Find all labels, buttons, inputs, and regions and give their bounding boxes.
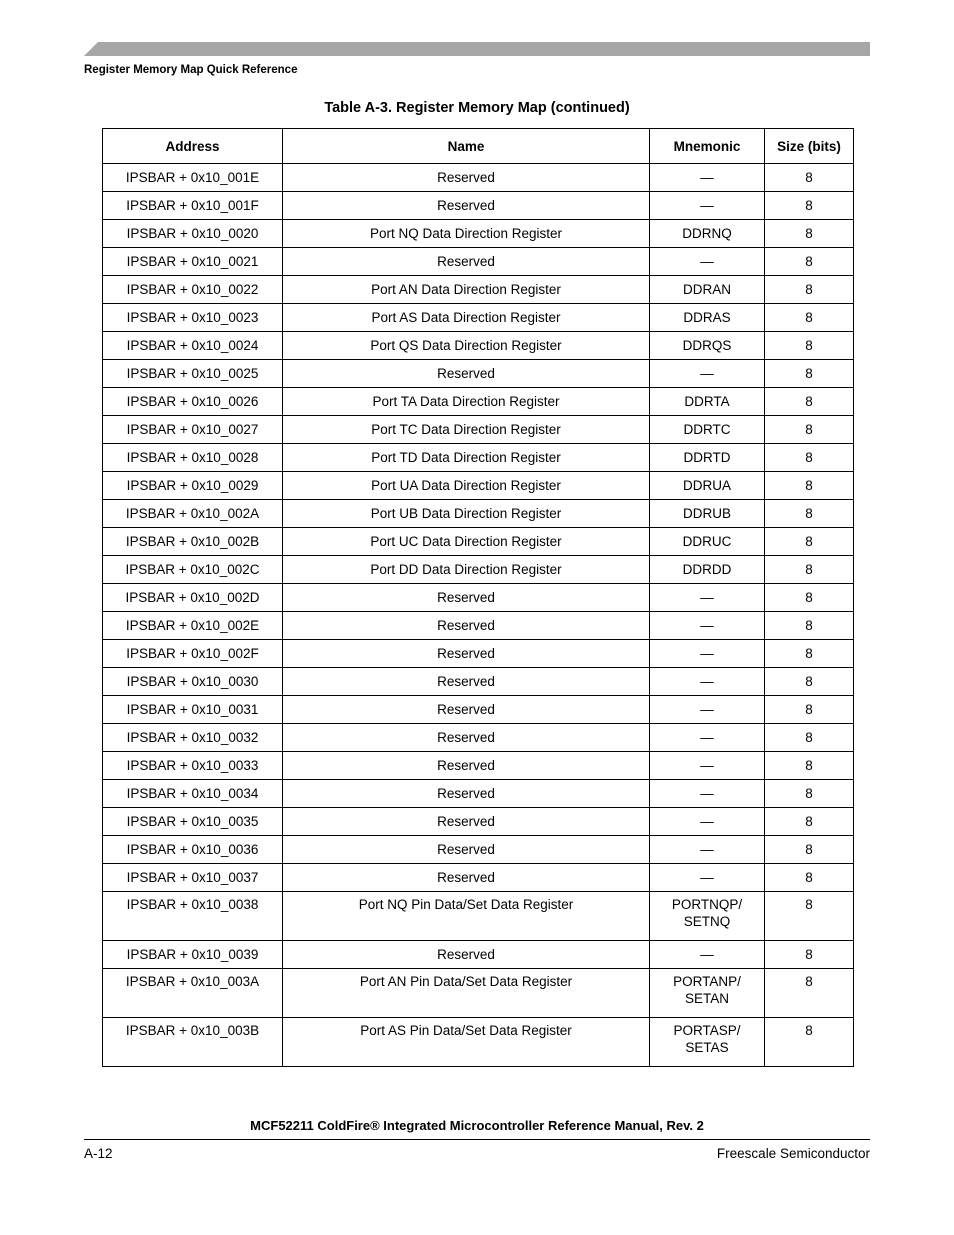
mnemonic-line: —	[700, 674, 714, 689]
mnemonic-line: —	[700, 786, 714, 801]
mnemonic-line: DDRQS	[682, 338, 732, 353]
table-row	[103, 864, 854, 892]
cell-size: 8	[765, 556, 854, 584]
table-title: Table A-3. Register Memory Map (continued)	[324, 100, 630, 116]
cell-name: Port TC Data Direction Register	[283, 416, 650, 444]
cell-mnemonic	[650, 668, 765, 696]
cell-name: Reserved	[283, 612, 650, 640]
table-row	[103, 472, 854, 500]
table-header-row	[103, 129, 854, 164]
cell-mnemonic	[650, 304, 765, 332]
mnemonic-line: —	[700, 646, 714, 661]
cell-size: 8	[765, 416, 854, 444]
cell-size: 8	[765, 360, 854, 388]
cell-mnemonic	[650, 640, 765, 668]
mnemonic-line: DDRTA	[684, 394, 730, 409]
cell-mnemonic	[650, 444, 765, 472]
cell-mnemonic	[650, 696, 765, 724]
mnemonic-line: —	[700, 870, 714, 885]
mnemonic-line: —	[700, 758, 714, 773]
cell-mnemonic	[650, 164, 765, 192]
cell-address: IPSBAR + 0x10_002C	[103, 556, 283, 584]
register-memory-map-table	[102, 128, 854, 1067]
cell-mnemonic	[650, 472, 765, 500]
mnemonic-line: SETAS	[685, 1040, 729, 1055]
cell-mnemonic	[650, 276, 765, 304]
cell-name: Port QS Data Direction Register	[283, 332, 650, 360]
table-row	[103, 248, 854, 276]
cell-name: Reserved	[283, 640, 650, 668]
table-row	[103, 220, 854, 248]
manual-title: MCF52211 ColdFire® Integrated Microcontroller Reference Manual, Rev. 2	[250, 1118, 704, 1133]
table-row	[103, 192, 854, 220]
cell-name: Reserved	[283, 941, 650, 969]
cell-address: IPSBAR + 0x10_003B	[103, 1018, 283, 1067]
table-row	[103, 668, 854, 696]
table-row	[103, 444, 854, 472]
table-row	[103, 416, 854, 444]
table-row	[103, 528, 854, 556]
cell-address: IPSBAR + 0x10_001E	[103, 164, 283, 192]
cell-mnemonic	[650, 864, 765, 892]
table-body	[103, 164, 854, 1067]
cell-mnemonic	[650, 1018, 765, 1067]
cell-address: IPSBAR + 0x10_0026	[103, 388, 283, 416]
table-row	[103, 304, 854, 332]
section-title: Register Memory Map Quick Reference	[84, 64, 298, 76]
column-header-address: Address	[103, 129, 283, 164]
cell-address: IPSBAR + 0x10_0031	[103, 696, 283, 724]
cell-size: 8	[765, 1018, 854, 1067]
cell-address: IPSBAR + 0x10_0021	[103, 248, 283, 276]
mnemonic-line: —	[700, 366, 714, 381]
cell-mnemonic	[650, 969, 765, 1018]
cell-name: Port UA Data Direction Register	[283, 472, 650, 500]
cell-mnemonic	[650, 752, 765, 780]
table-row	[103, 556, 854, 584]
cell-size: 8	[765, 472, 854, 500]
cell-name: Port AN Data Direction Register	[283, 276, 650, 304]
table-row	[103, 276, 854, 304]
mnemonic-line: —	[700, 702, 714, 717]
mnemonic-line: —	[700, 618, 714, 633]
cell-name: Port TD Data Direction Register	[283, 444, 650, 472]
footer-rule	[84, 1139, 870, 1140]
cell-name: Reserved	[283, 360, 650, 388]
cell-size: 8	[765, 192, 854, 220]
cell-name: Port AS Data Direction Register	[283, 304, 650, 332]
cell-name: Reserved	[283, 780, 650, 808]
cell-name: Reserved	[283, 164, 650, 192]
cell-name: Reserved	[283, 724, 650, 752]
cell-mnemonic	[650, 892, 765, 941]
cell-address: IPSBAR + 0x10_0035	[103, 808, 283, 836]
cell-address: IPSBAR + 0x10_0039	[103, 941, 283, 969]
table-row	[103, 612, 854, 640]
table-row	[103, 164, 854, 192]
mnemonic-line: DDRUC	[682, 534, 732, 549]
cell-size: 8	[765, 164, 854, 192]
mnemonic-line: —	[700, 170, 714, 185]
cell-name: Reserved	[283, 696, 650, 724]
mnemonic-line: PORTANP/	[673, 974, 741, 989]
table-row	[103, 724, 854, 752]
cell-mnemonic	[650, 780, 765, 808]
cell-name: Reserved	[283, 192, 650, 220]
cell-name: Port AS Pin Data/Set Data Register	[283, 1018, 650, 1067]
cell-size: 8	[765, 836, 854, 864]
cell-mnemonic	[650, 192, 765, 220]
mnemonic-line: DDRUA	[682, 478, 731, 493]
cell-address: IPSBAR + 0x10_0028	[103, 444, 283, 472]
header-bar	[84, 42, 870, 56]
table-row	[103, 640, 854, 668]
cell-size: 8	[765, 892, 854, 941]
cell-address: IPSBAR + 0x10_0024	[103, 332, 283, 360]
column-header-name: Name	[283, 129, 650, 164]
cell-mnemonic	[650, 416, 765, 444]
column-header-size: Size (bits)	[765, 129, 854, 164]
cell-name: Port AN Pin Data/Set Data Register	[283, 969, 650, 1018]
cell-mnemonic	[650, 836, 765, 864]
cell-size: 8	[765, 276, 854, 304]
mnemonic-line: DDRUB	[682, 506, 731, 521]
mnemonic-line: PORTASP/	[673, 1023, 741, 1038]
cell-mnemonic	[650, 500, 765, 528]
mnemonic-line: —	[700, 947, 714, 962]
table-row	[103, 941, 854, 969]
mnemonic-line: PORTNQP/	[671, 897, 743, 912]
cell-mnemonic	[650, 556, 765, 584]
cell-size: 8	[765, 864, 854, 892]
table-row	[103, 892, 854, 941]
cell-name: Reserved	[283, 836, 650, 864]
cell-mnemonic	[650, 941, 765, 969]
cell-size: 8	[765, 500, 854, 528]
cell-size: 8	[765, 969, 854, 1018]
table-row	[103, 969, 854, 1018]
table-row	[103, 388, 854, 416]
cell-name: Reserved	[283, 864, 650, 892]
cell-size: 8	[765, 220, 854, 248]
cell-size: 8	[765, 304, 854, 332]
cell-address: IPSBAR + 0x10_0029	[103, 472, 283, 500]
cell-address: IPSBAR + 0x10_002B	[103, 528, 283, 556]
mnemonic-line: SETNQ	[683, 914, 731, 929]
cell-size: 8	[765, 696, 854, 724]
mnemonic-line: DDRAN	[682, 282, 731, 297]
cell-mnemonic	[650, 388, 765, 416]
cell-name: Port UB Data Direction Register	[283, 500, 650, 528]
mnemonic-line: —	[700, 842, 714, 857]
cell-mnemonic	[650, 724, 765, 752]
cell-size: 8	[765, 724, 854, 752]
cell-address: IPSBAR + 0x10_002D	[103, 584, 283, 612]
mnemonic-line: —	[700, 198, 714, 213]
mnemonic-line: —	[700, 590, 714, 605]
cell-size: 8	[765, 640, 854, 668]
cell-address: IPSBAR + 0x10_0034	[103, 780, 283, 808]
table-row	[103, 808, 854, 836]
header-bar-shape	[84, 42, 870, 56]
table-row	[103, 696, 854, 724]
cell-name: Port TA Data Direction Register	[283, 388, 650, 416]
cell-address: IPSBAR + 0x10_0023	[103, 304, 283, 332]
cell-name: Port NQ Pin Data/Set Data Register	[283, 892, 650, 941]
cell-address: IPSBAR + 0x10_002E	[103, 612, 283, 640]
cell-size: 8	[765, 752, 854, 780]
cell-address: IPSBAR + 0x10_003A	[103, 969, 283, 1018]
table-row	[103, 332, 854, 360]
cell-address: IPSBAR + 0x10_0037	[103, 864, 283, 892]
cell-size: 8	[765, 248, 854, 276]
mnemonic-line: —	[700, 254, 714, 269]
mnemonic-line: DDRTC	[683, 422, 731, 437]
cell-name: Reserved	[283, 248, 650, 276]
table-row	[103, 1018, 854, 1067]
cell-name: Reserved	[283, 752, 650, 780]
cell-address: IPSBAR + 0x10_002A	[103, 500, 283, 528]
cell-name: Port NQ Data Direction Register	[283, 220, 650, 248]
cell-address: IPSBAR + 0x10_0036	[103, 836, 283, 864]
cell-address: IPSBAR + 0x10_0030	[103, 668, 283, 696]
mnemonic-line: DDRAS	[683, 310, 731, 325]
mnemonic-line: DDRDD	[682, 562, 732, 577]
cell-size: 8	[765, 332, 854, 360]
cell-address: IPSBAR + 0x10_0032	[103, 724, 283, 752]
cell-name: Reserved	[283, 668, 650, 696]
cell-mnemonic	[650, 584, 765, 612]
mnemonic-line: SETAN	[684, 991, 729, 1006]
mnemonic-line: —	[700, 730, 714, 745]
cell-size: 8	[765, 808, 854, 836]
mnemonic-line: —	[700, 814, 714, 829]
cell-address: IPSBAR + 0x10_0038	[103, 892, 283, 941]
mnemonic-line: DDRNQ	[682, 226, 732, 241]
cell-name: Port UC Data Direction Register	[283, 528, 650, 556]
cell-name: Reserved	[283, 584, 650, 612]
cell-address: IPSBAR + 0x10_0022	[103, 276, 283, 304]
table-row	[103, 752, 854, 780]
page-number: A-12	[84, 1146, 113, 1161]
table-row	[103, 500, 854, 528]
cell-size: 8	[765, 584, 854, 612]
table-row	[103, 360, 854, 388]
cell-mnemonic	[650, 612, 765, 640]
cell-size: 8	[765, 668, 854, 696]
mnemonic-line: DDRTD	[683, 450, 731, 465]
cell-address: IPSBAR + 0x10_0025	[103, 360, 283, 388]
cell-name: Port DD Data Direction Register	[283, 556, 650, 584]
cell-address: IPSBAR + 0x10_001F	[103, 192, 283, 220]
cell-size: 8	[765, 444, 854, 472]
cell-size: 8	[765, 941, 854, 969]
cell-size: 8	[765, 528, 854, 556]
cell-mnemonic	[650, 808, 765, 836]
cell-mnemonic	[650, 360, 765, 388]
cell-size: 8	[765, 612, 854, 640]
cell-address: IPSBAR + 0x10_0033	[103, 752, 283, 780]
cell-address: IPSBAR + 0x10_0027	[103, 416, 283, 444]
table-row	[103, 836, 854, 864]
company-name: Freescale Semiconductor	[716, 1146, 870, 1161]
table-row	[103, 780, 854, 808]
cell-address: IPSBAR + 0x10_002F	[103, 640, 283, 668]
cell-mnemonic	[650, 332, 765, 360]
column-header-mnemonic: Mnemonic	[650, 129, 765, 164]
cell-address: IPSBAR + 0x10_0020	[103, 220, 283, 248]
cell-size: 8	[765, 780, 854, 808]
cell-mnemonic	[650, 220, 765, 248]
cell-size: 8	[765, 388, 854, 416]
cell-mnemonic	[650, 248, 765, 276]
table-row	[103, 584, 854, 612]
cell-mnemonic	[650, 528, 765, 556]
cell-name: Reserved	[283, 808, 650, 836]
